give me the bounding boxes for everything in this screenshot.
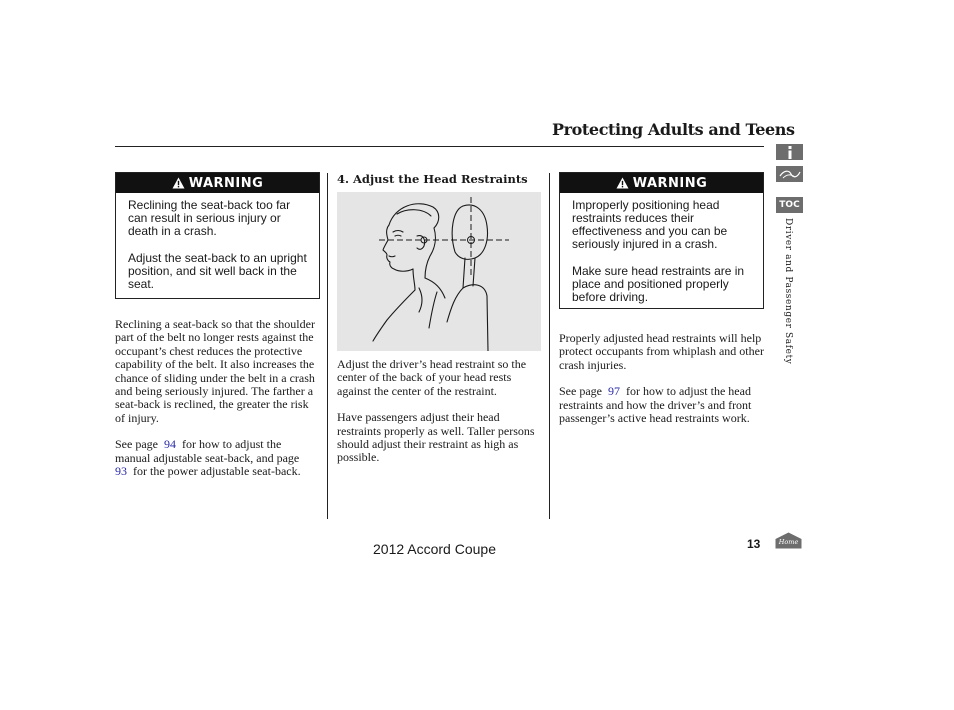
left-warning-para-2: Adjust the seat-back to an upright position, and sit well back in the seat. bbox=[128, 251, 307, 291]
left-warning-para-1: Reclining the seat-back too far can result in serious injury or death in a crash. bbox=[128, 198, 291, 238]
right-warning-header bbox=[560, 173, 763, 193]
title-rule bbox=[115, 146, 764, 147]
footer-model: 2012 Accord Coupe bbox=[373, 541, 496, 557]
right-warning-para-1: Improperly positioning head restraints reduces their effectiveness and you can be seriously injured in a crash. bbox=[572, 198, 728, 251]
left-see-prefix: See page bbox=[115, 437, 158, 452]
right-see-suffix: for how to adjust the head restraints and how the driver’s and front passenger’s active head restraints work. bbox=[559, 384, 752, 426]
left-warning-header bbox=[116, 173, 319, 193]
info-icon bbox=[786, 146, 794, 159]
right-body-see-page bbox=[559, 385, 764, 425]
page-number: 13 bbox=[747, 537, 761, 551]
right-warning-box bbox=[559, 172, 764, 309]
driver-head-restraint-drawing bbox=[337, 192, 541, 351]
right-body-text bbox=[559, 332, 764, 438]
right-warning-para-2: Make sure head restraints are in place and positioned properly before driving. bbox=[572, 264, 745, 304]
section-heading: 4. Adjust the Head Restraints bbox=[337, 172, 528, 186]
column-divider-2 bbox=[549, 173, 550, 519]
left-warning-box bbox=[115, 172, 320, 299]
right-warning-text bbox=[560, 193, 763, 304]
left-warning-label: WARNING bbox=[188, 175, 264, 191]
page-link-94[interactable]: 94 bbox=[163, 437, 176, 452]
page-title: Protecting Adults and Teens bbox=[552, 120, 795, 139]
left-see-suffix: for the power adjustable seat-back. bbox=[133, 464, 301, 479]
right-see-prefix: See page bbox=[559, 384, 602, 399]
middle-body-para-1: Adjust the driver’s head restraint so the center of the back of your head rests against the center of the restraint. bbox=[337, 357, 527, 398]
warning-triangle-icon bbox=[172, 177, 185, 189]
left-body-see-page bbox=[115, 438, 319, 478]
right-body-para-1: Properly adjusted head restraints will help protect occupants from whiplash and other crash injuries. bbox=[559, 331, 764, 372]
home-button[interactable] bbox=[775, 532, 802, 549]
left-body-text bbox=[115, 318, 319, 491]
head-restraint-illustration bbox=[337, 192, 541, 351]
toc-button[interactable]: TOC bbox=[776, 197, 803, 213]
page-link-97[interactable]: 97 bbox=[607, 384, 620, 399]
index-icon bbox=[779, 168, 801, 180]
left-warning-text bbox=[116, 193, 319, 291]
warning-triangle-icon bbox=[616, 177, 629, 189]
section-side-label: Driver and Passenger Safety bbox=[783, 218, 793, 365]
right-warning-label: WARNING bbox=[632, 175, 708, 191]
page-link-93[interactable]: 93 bbox=[115, 464, 127, 479]
left-body-para-1: Reclining a seat-back so that the shoulder part of the belt no longer rests against the occupant’s chest reduces the protective capability of the belt. It also increases the chance of sliding under the belt in a crash and being seriously injured. The farther a seat-back is reclined, the greater the risk of injury. bbox=[115, 317, 315, 425]
middle-body-text bbox=[337, 358, 541, 478]
column-divider-1 bbox=[327, 173, 328, 519]
index-button[interactable] bbox=[776, 166, 803, 182]
info-button[interactable] bbox=[776, 144, 803, 160]
left-see-mid: for how to adjust the manual adjustable seat-back, and page bbox=[115, 437, 300, 465]
middle-body-para-2: Have passengers adjust their head restraints properly as well. Taller persons should adjust their restraint as high as possible. bbox=[337, 410, 535, 465]
home-label: Home bbox=[778, 538, 799, 546]
